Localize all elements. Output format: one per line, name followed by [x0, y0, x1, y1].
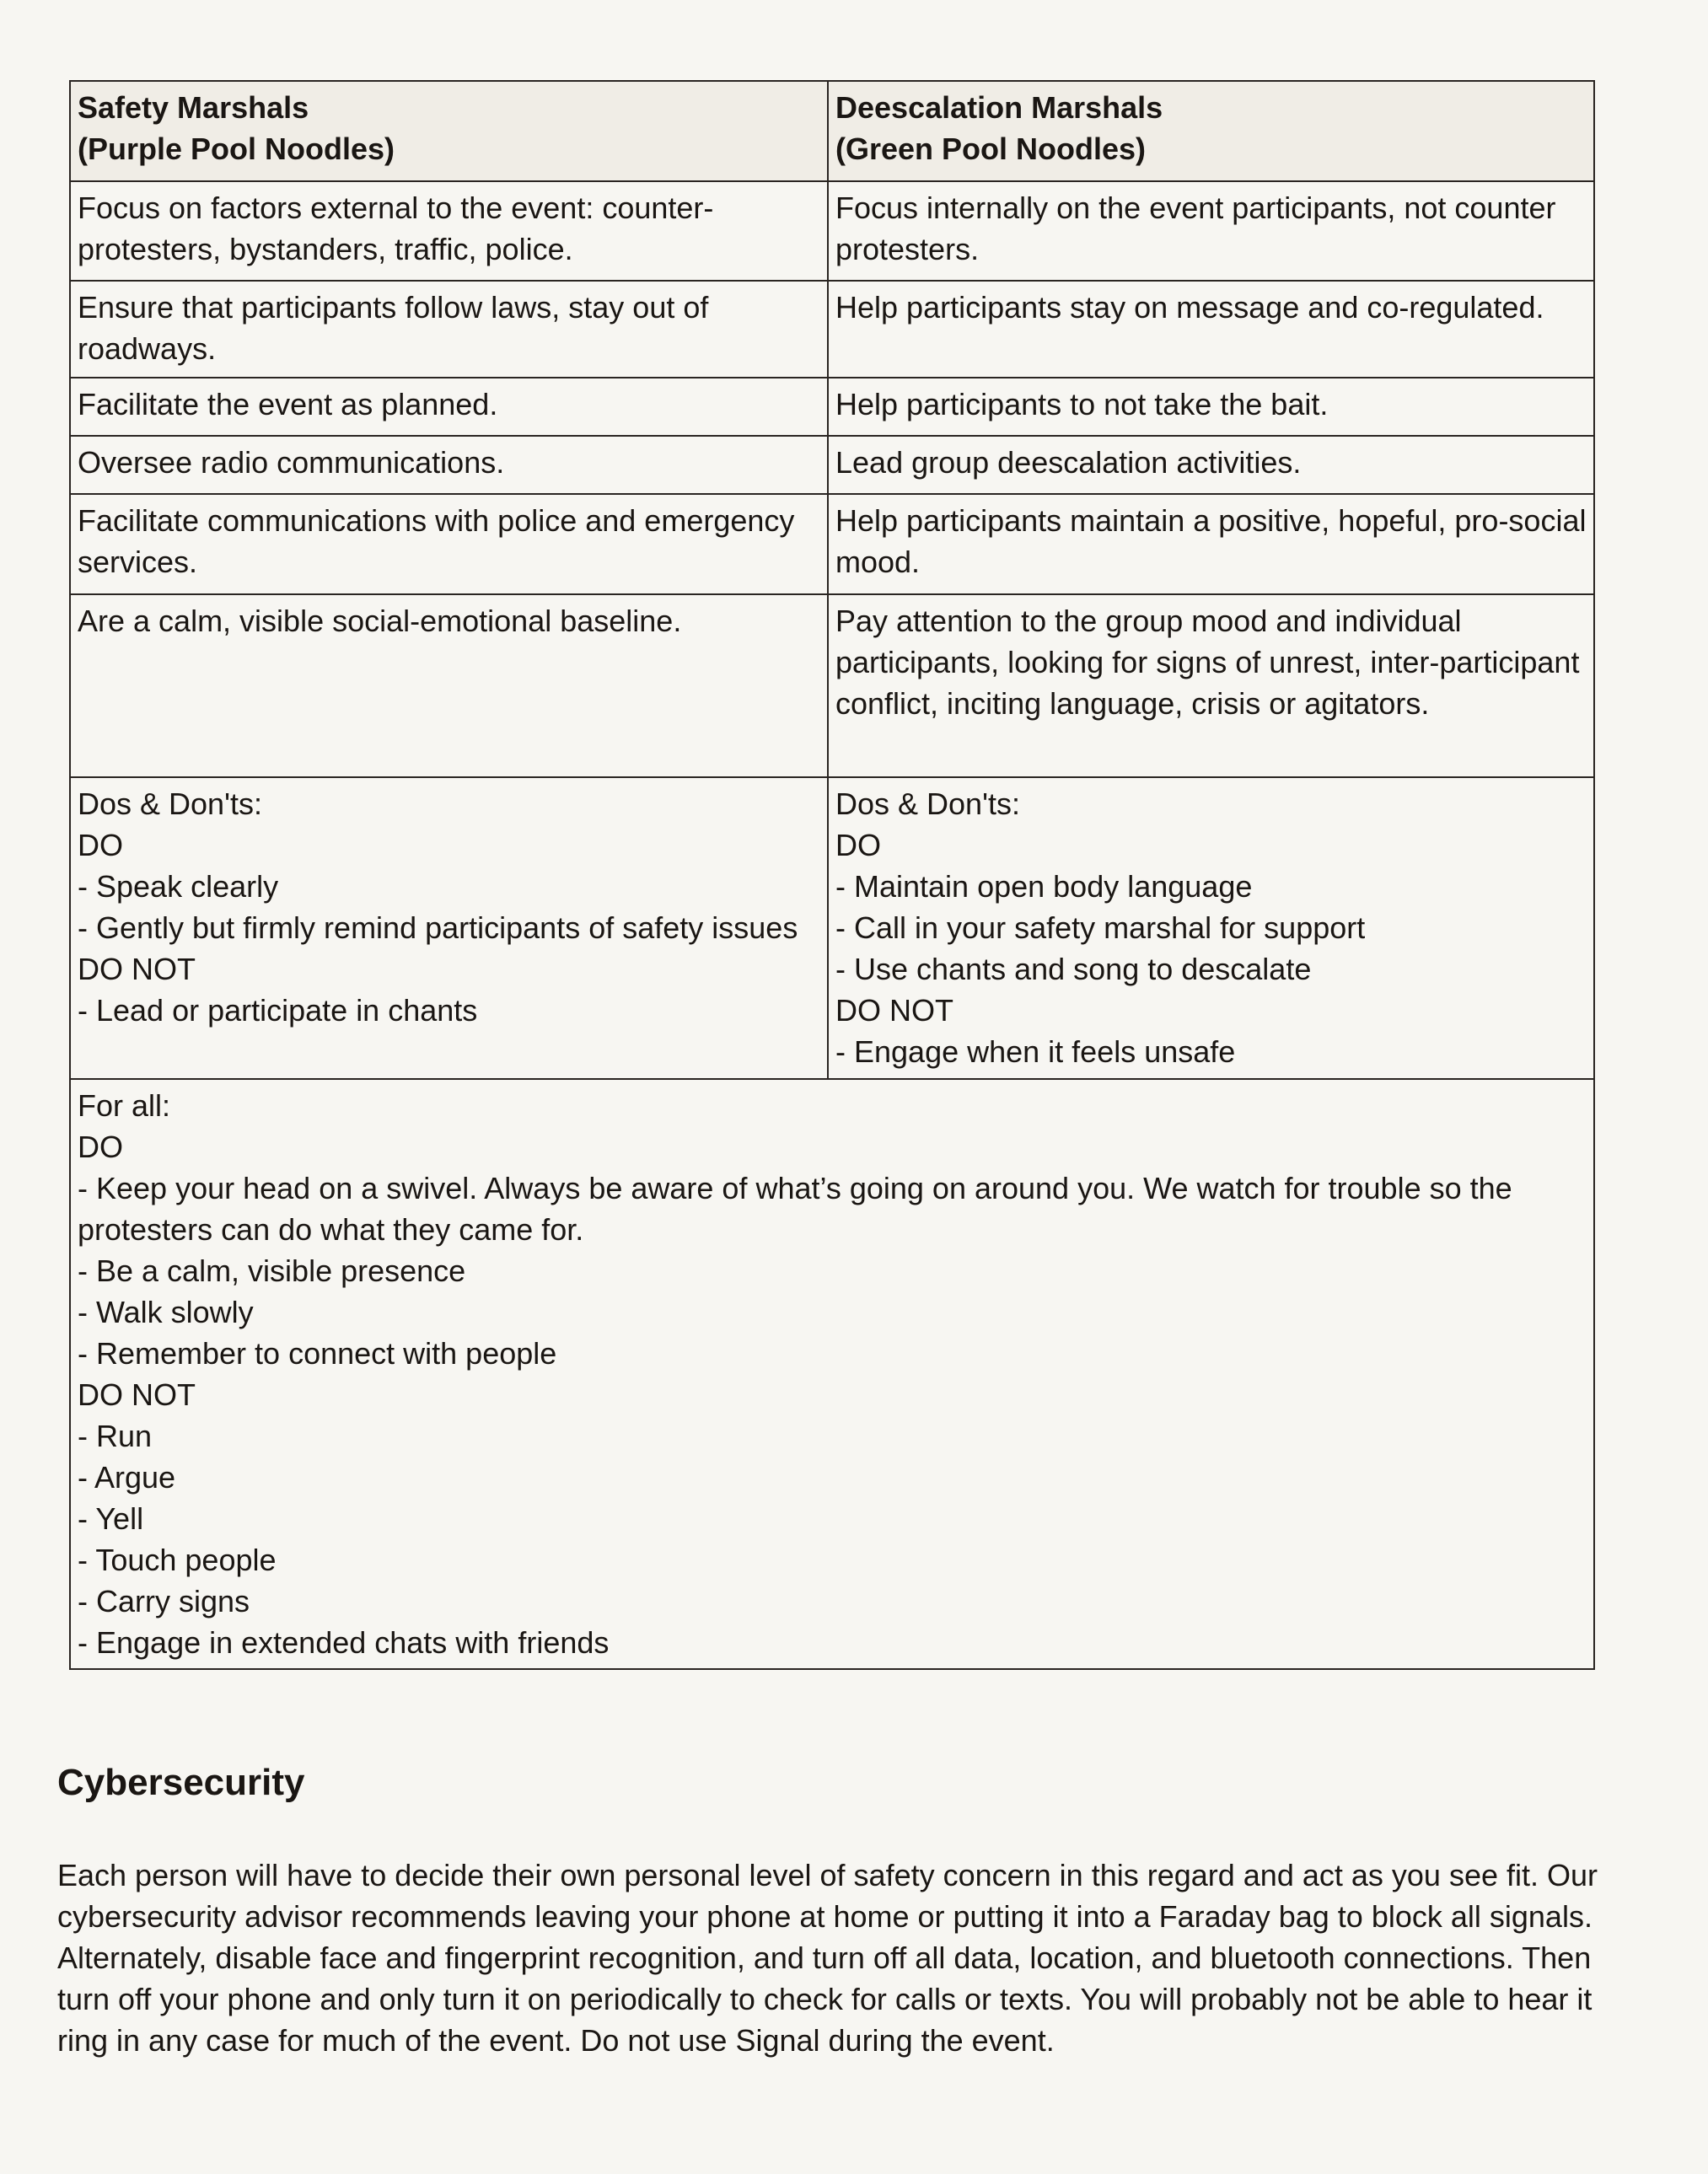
cybersecurity-heading: Cybersecurity: [57, 1762, 305, 1803]
table-row: [70, 436, 1594, 494]
deescalation-dos-donts: [828, 777, 1594, 1079]
list-line: Dos & Don'ts:: [835, 786, 1020, 821]
header-title: Safety Marshals: [78, 90, 309, 125]
cybersecurity-paragraph: Each person will have to decide their own personal level of safety concern in this regard and act as you see fit. Our cybersecurity advisor recommends leaving your phone at home or putting it into a Faraday bag to block all signals. Alternately, disable face and fingerprint recognition, and turn off all data, location, and bluetooth connections. Then turn off your phone and only turn it on periodically to check for calls or texts. You will probably not be able to hear it ring in any case for much of the event. Do not use Signal during the event.: [57, 1858, 1598, 2058]
header-safety-marshals: [70, 81, 828, 181]
list-line: - Run: [78, 1419, 153, 1453]
table-cell: Help participants stay on message and co-regulated.: [828, 281, 1594, 378]
safety-dos-donts: [70, 777, 828, 1079]
list-line: Dos & Don'ts:: [78, 786, 262, 821]
table-cell: Focus internally on the event participants, not counter protesters.: [828, 181, 1594, 281]
table-cell: Focus on factors external to the event: counter-protesters, bystanders, traffic, police.: [70, 181, 828, 281]
list-line: - Maintain open body language: [835, 869, 1253, 904]
table-cell: Are a calm, visible social-emotional baseline.: [70, 594, 828, 777]
list-line: - Carry signs: [78, 1584, 250, 1618]
list-line: - Use chants and song to descalate: [835, 952, 1312, 986]
table-cell: Lead group deescalation activities.: [828, 436, 1594, 494]
table-row: [70, 281, 1594, 378]
list-line: DO: [78, 1130, 123, 1164]
table-header-row: [70, 81, 1594, 181]
list-line: - Gently but firmly remind participants of safety issues: [78, 910, 798, 945]
list-line: For all:: [78, 1088, 171, 1123]
list-line: DO: [78, 828, 123, 862]
header-title: Deescalation Marshals: [835, 90, 1163, 125]
for-all-cell: [70, 1079, 1594, 1669]
list-line: - Call in your safety marshal for support: [835, 910, 1366, 945]
for-all-row: [70, 1079, 1594, 1669]
table-cell: Help participants to not take the bait.: [828, 378, 1594, 436]
header-subtitle: (Green Pool Noodles): [835, 132, 1147, 166]
list-line: - Engage when it feels unsafe: [835, 1034, 1236, 1069]
table-cell: Pay attention to the group mood and individual participants, looking for signs of unrest, inter-participant conflict, inciting language, crisis or agitators.: [828, 594, 1594, 777]
list-line: - Be a calm, visible presence: [78, 1253, 466, 1288]
table-row: [70, 594, 1594, 777]
table-row: [70, 378, 1594, 436]
table-row: [70, 181, 1594, 281]
list-line: - Keep your head on a swivel. Always be aware of what’s going on around you. We watch for trouble so the protesters can do what they came for.: [78, 1171, 1512, 1247]
list-line: DO NOT: [78, 952, 196, 986]
list-line: DO: [835, 828, 881, 862]
list-line: - Remember to connect with people: [78, 1336, 557, 1371]
header-subtitle: (Purple Pool Noodles): [78, 132, 395, 166]
list-line: - Speak clearly: [78, 869, 279, 904]
header-deescalation-marshals: [828, 81, 1594, 181]
table-cell: Ensure that participants follow laws, stay out of roadways.: [70, 281, 828, 378]
table-cell: Help participants maintain a positive, hopeful, pro-social mood.: [828, 494, 1594, 594]
list-line: DO NOT: [78, 1377, 196, 1412]
dos-donts-row: [70, 777, 1594, 1079]
list-line: - Argue: [78, 1460, 176, 1495]
table-cell: Oversee radio communications.: [70, 436, 828, 494]
table-cell: Facilitate communications with police and emergency services.: [70, 494, 828, 594]
list-line: - Yell: [78, 1501, 144, 1536]
marshal-roles-table: [69, 80, 1595, 1670]
list-line: - Touch people: [78, 1543, 277, 1577]
table-row: [70, 494, 1594, 594]
table-cell: Facilitate the event as planned.: [70, 378, 828, 436]
list-line: DO NOT: [835, 993, 953, 1028]
list-line: - Walk slowly: [78, 1295, 254, 1329]
list-line: - Engage in extended chats with friends: [78, 1625, 610, 1660]
list-line: - Lead or participate in chants: [78, 993, 478, 1028]
